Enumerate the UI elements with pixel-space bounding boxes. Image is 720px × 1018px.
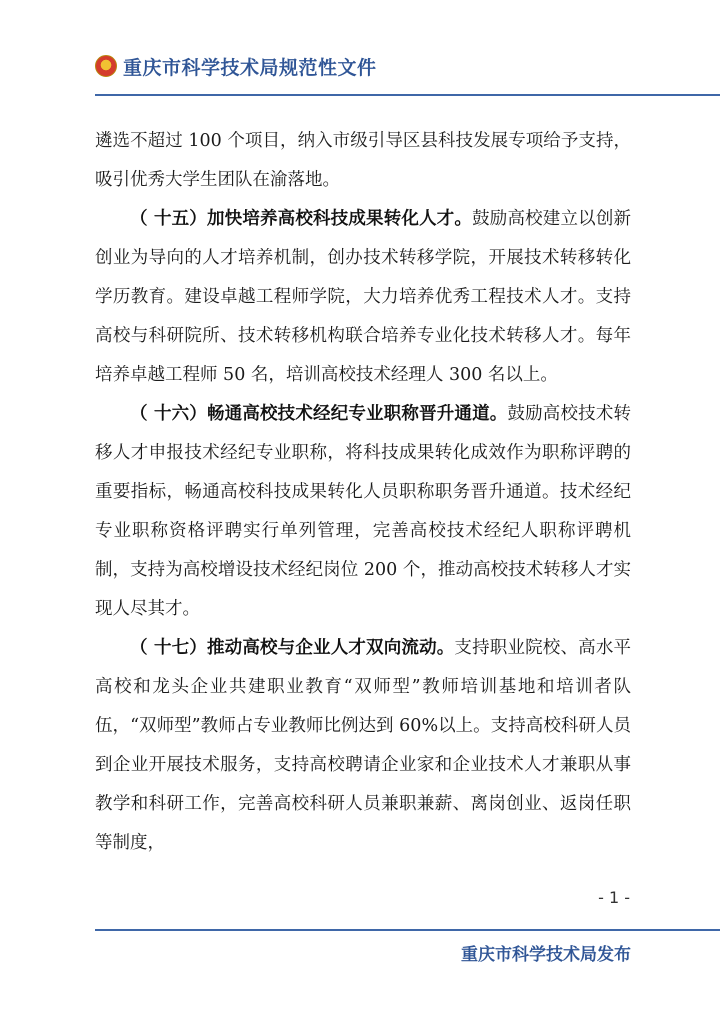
document-header [95,50,377,82]
paragraph-17 [95,629,631,863]
section-heading-15: （ 十五）加快培养高校科技成果转化人才。 [130,209,473,229]
section-heading-16: （ 十六）畅通高校技术经纪专业职称晋升通道。 [130,404,508,424]
footer-divider [95,929,720,931]
page-number: - 1 - [598,888,630,907]
header-divider [95,94,720,96]
section-body-16: 鼓励高校技术转移人才申报技术经纪专业职称，将科技成果转化成效作为职称评聘的重要指标，畅通高校科技成果转化人员职称职务晋升通道。技术经纪专业职称资格评聘实行单列管理，完善高校技术经纪人职称评聘机制，支持为高校增设技术经纪岗位 200 个，推动高校技术转移人才实现人尽其才。 [95,404,632,619]
national-emblem-icon [95,55,117,77]
paragraph-15 [95,200,631,395]
paragraph-16 [95,395,631,629]
section-body-17: 支持职业院校、高水平高校和龙头企业共建职业教育“双师型”教师培训基地和培训者队伍，“双师型”教师占专业教师比例达到 60%以上。支持高校科研人员到企业开展技术服务，支持高校聘请企业家和企业技术人才兼职从事教学和科研工作，完善高校科研人员兼职兼薪、离岗创业、返岗任职等制度， [95,638,631,853]
document-body [95,122,631,863]
section-heading-17: （ 十七）推动高校与企业人才双向流动。 [130,638,455,658]
section-body-15: 鼓励高校建立以创新创业为导向的人才培养机制，创办技术转移学院，开展技术转移转化学历教育。建设卓越工程师学院，大力培养优秀工程技术人才。支持高校与科研院所、技术转移机构联合培养专业化技术转移人才。每年培养卓越工程师 50 名，培训高校技术经理人 300 名以上。 [95,209,632,385]
footer-publisher: 重庆市科学技术局发布 [461,945,631,965]
paragraph-1: 遴选不超过 100 个项目，纳入市级引导区县科技发展专项给予支持，吸引优秀大学生团队在渝落地。 [95,131,631,190]
header-title: 重庆市科学技术局规范性文件 [123,56,377,79]
